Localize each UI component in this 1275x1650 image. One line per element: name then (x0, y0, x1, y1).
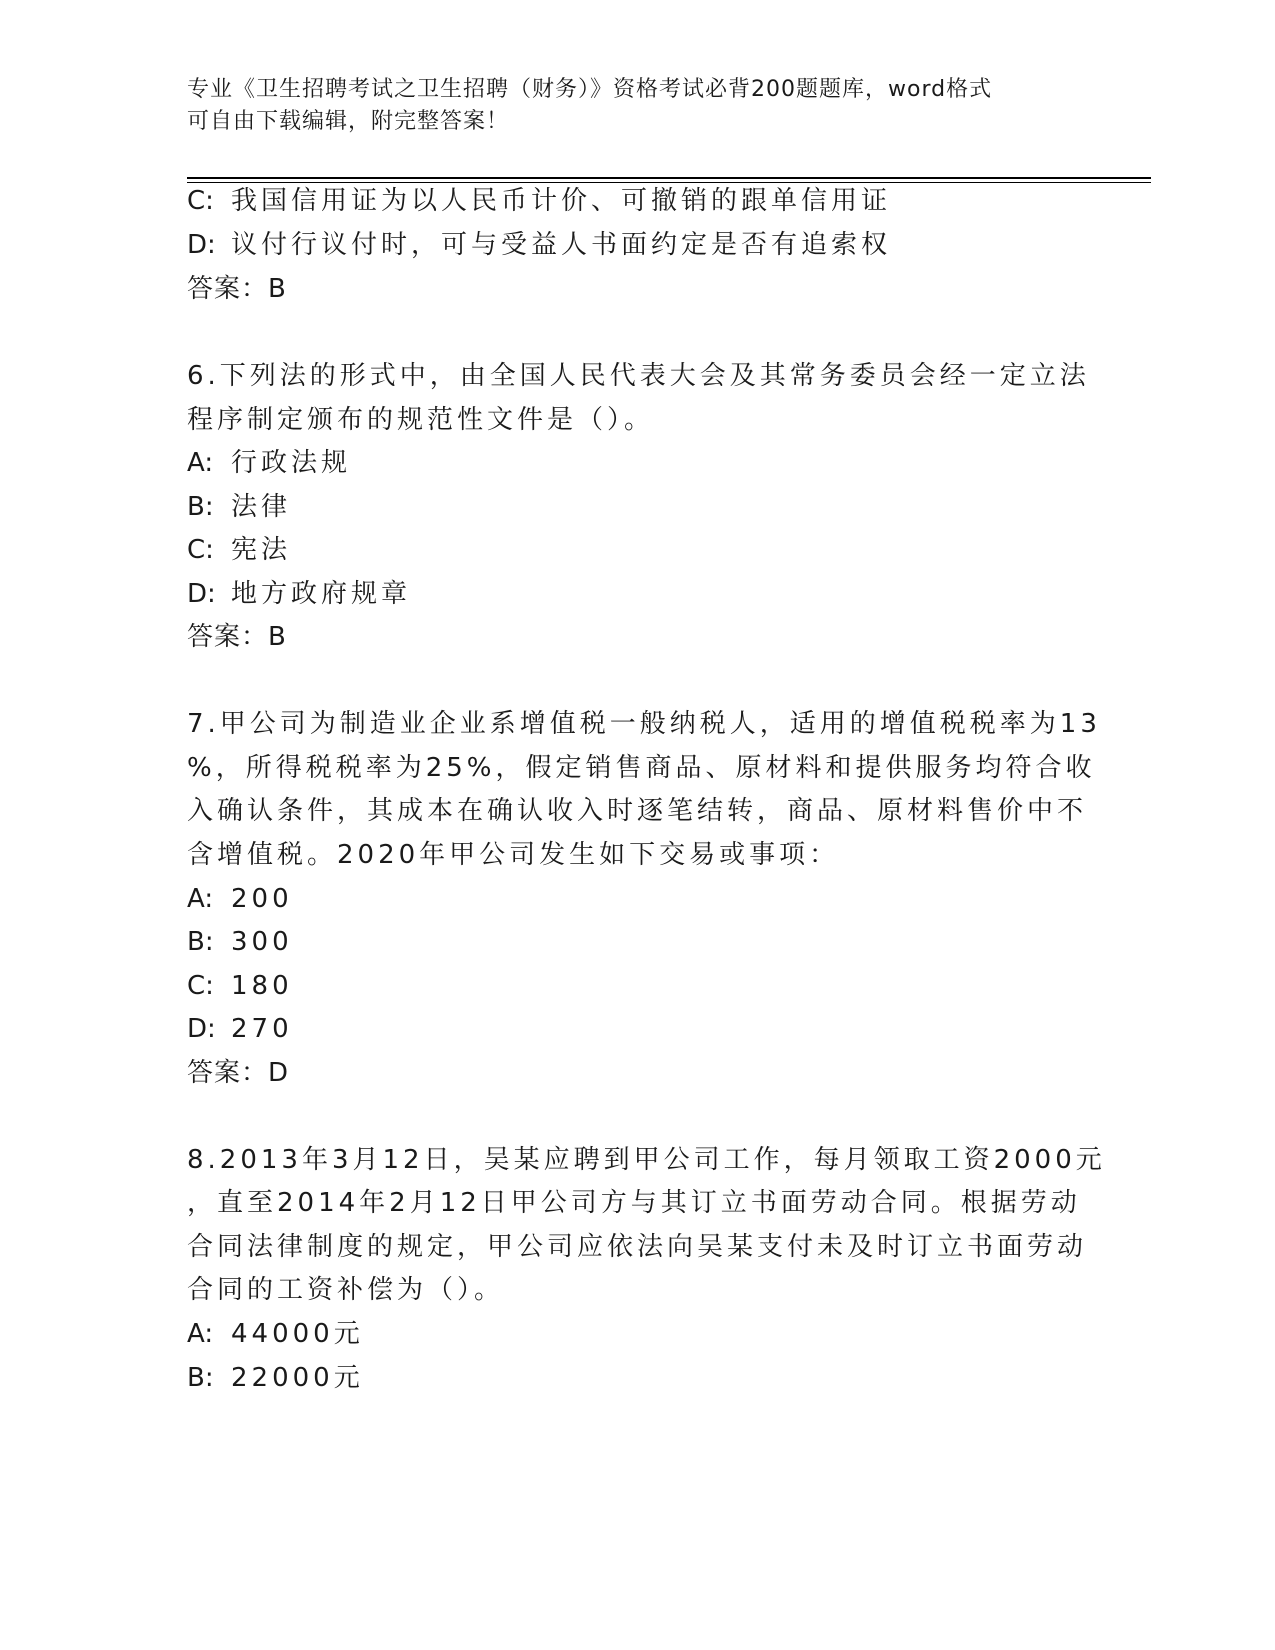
header-line-2: 可自由下载编辑，附完整答案！ (187, 109, 510, 134)
option-text: 地方政府规章 (231, 579, 412, 609)
q8-stem-line-4: 合同的工资补偿为（）。 (187, 1275, 505, 1305)
q7-answer: 答案：D (187, 1058, 290, 1088)
option-text: 我国信用证为以人民币计价、可撤销的跟单信用证 (231, 186, 892, 216)
option-text: 44000元 (231, 1319, 364, 1349)
q6-answer: 答案：B (187, 622, 287, 652)
q7-option-a (187, 882, 1067, 916)
q7-stem-line-3: 入确认条件，其成本在确认收入时逐笔结转，商品、原材料售价中不 (187, 796, 1088, 826)
option-label: D: (187, 1014, 216, 1044)
option-text: 议付行议付时，可与受益人书面约定是否有追索权 (231, 230, 892, 260)
q7-stem-line-4: 含增值税。2020年甲公司发生如下交易或事项： (187, 840, 840, 870)
option-text: 200 (231, 884, 293, 914)
q6-option-c (187, 533, 1067, 567)
q7-stem-line-1: 7.甲公司为制造业企业系增值税一般纳税人，适用的增值税税率为13 (187, 709, 1101, 739)
q6-option-b (187, 490, 1067, 524)
option-label: D: (187, 230, 216, 260)
option-label: C: (187, 186, 214, 216)
option-text: 22000元 (231, 1363, 364, 1393)
prev-option-d (187, 228, 1067, 262)
option-label: A: (187, 884, 214, 914)
header-line-1: 专业《卫生招聘考试之卫生招聘（财务）》资格考试必背200题题库，word格式 (187, 77, 993, 102)
header-rule-thick (187, 177, 1151, 179)
q7-option-c (187, 969, 1067, 1003)
option-label: C: (187, 971, 214, 1001)
option-label: D: (187, 579, 216, 609)
option-text: 270 (231, 1014, 293, 1044)
q7-option-d (187, 1012, 1067, 1046)
option-text: 180 (231, 971, 293, 1001)
q8-option-b (187, 1361, 1067, 1395)
document-header (187, 74, 1067, 138)
q8-stem-line-1: 8.2013年3月12日，吴某应聘到甲公司工作，每月领取工资2000元 (187, 1145, 1106, 1175)
q6-stem-line-1: 6.下列法的形式中，由全国人民代表大会及其常务委员会经一定立法 (187, 361, 1090, 391)
option-text: 法律 (231, 492, 292, 522)
q6-stem-line-2: 程序制定颁布的规范性文件是（）。 (187, 405, 655, 435)
option-label: B: (187, 927, 214, 957)
q8-stem-line-2: ，直至2014年2月12日甲公司方与其订立书面劳动合同。根据劳动 (187, 1188, 1081, 1218)
q6-option-a (187, 446, 1067, 480)
header-rule-thin (187, 182, 1151, 183)
option-label: A: (187, 448, 214, 478)
q6-option-d (187, 577, 1067, 611)
q8-option-a (187, 1317, 1067, 1351)
q8-stem-line-3: 合同法律制度的规定，甲公司应依法向吴某支付未及时订立书面劳动 (187, 1232, 1088, 1262)
option-text: 行政法规 (231, 448, 352, 478)
option-label: A: (187, 1319, 214, 1349)
q7-option-b (187, 925, 1067, 959)
option-label: B: (187, 492, 214, 522)
option-label: C: (187, 535, 214, 565)
option-label: B: (187, 1363, 214, 1393)
prev-option-c (187, 184, 1067, 218)
option-text: 宪法 (231, 535, 292, 565)
q7-stem-line-2: %，所得税税率为25%，假定销售商品、原材料和提供服务均符合收 (187, 753, 1096, 783)
option-text: 300 (231, 927, 293, 957)
prev-answer: 答案：B (187, 274, 287, 304)
